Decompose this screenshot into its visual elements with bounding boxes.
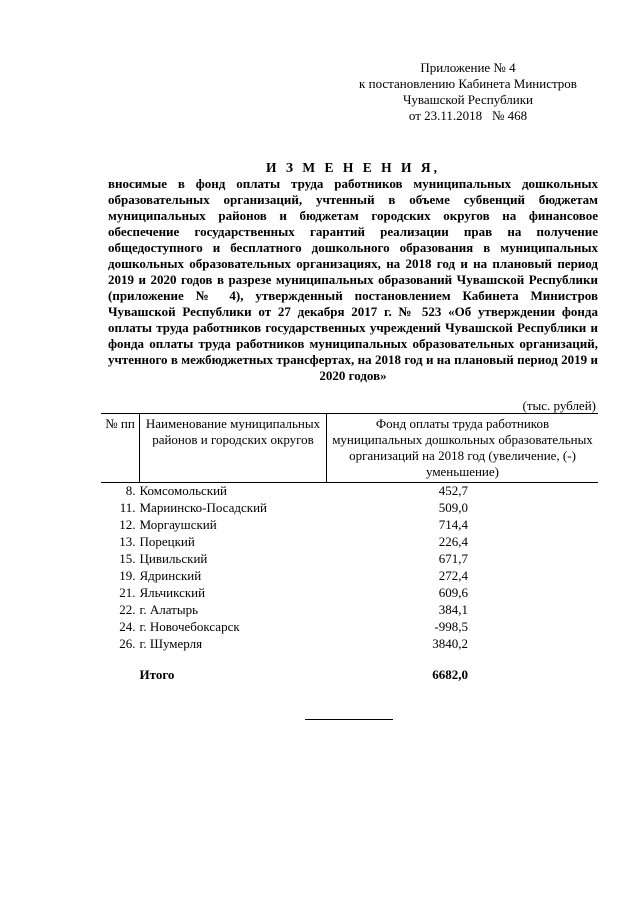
funding-table bbox=[101, 413, 598, 684]
row-value: 509,0 bbox=[438, 500, 468, 515]
table-row bbox=[101, 500, 598, 517]
row-value: 714,4 bbox=[438, 517, 468, 532]
row-name: Моргаушский bbox=[139, 517, 217, 532]
table-row bbox=[101, 483, 598, 501]
table-header-row bbox=[101, 414, 598, 483]
table-row bbox=[101, 534, 598, 551]
table-row bbox=[101, 619, 598, 636]
table-row bbox=[101, 517, 598, 534]
row-value: 272,4 bbox=[438, 568, 468, 583]
table-row bbox=[101, 551, 598, 568]
row-num: 26. bbox=[119, 636, 136, 651]
appendix-block bbox=[340, 60, 596, 124]
row-name: Порецкий bbox=[139, 534, 195, 549]
appendix-date-line bbox=[340, 108, 596, 124]
row-name: Яльчикский bbox=[139, 585, 206, 600]
row-value: 384,1 bbox=[438, 602, 468, 617]
table-row bbox=[101, 585, 598, 602]
appendix-republic: Чувашской Республики bbox=[402, 92, 534, 107]
document-title-body: вносимые в фонд оплаты труда работников муниципальных дошкольных образовательных организаций, учтенный в объеме субвенций бюджетам муниципальных районов и бюджетам городских округов на финансовое обеспечение государственных гарантий реализации прав на получение общедоступного и бесплатного дошкольного образования в муниципальных дошкольных образовательных организациях, на 2018 год и на плановый период 2019 и 2020 годов в разрезе муниципальных образований Чувашской Республики (приложение № 4), утвержденный постановлением Кабинета Министров Чувашской Республики от 27 декабря 2017 г. № 523 «Об утверждении фонда оплаты труда работников государственных учреждений Чувашской Республики и фонда оплаты труда работников муниципальных образовательных организаций, учтенного в межбюджетных трансфертах, на 2018 год и на плановый период 2019 и 2020 годов» bbox=[108, 176, 598, 383]
total-label: Итого bbox=[139, 667, 175, 682]
document-heading: И З М Е Н Е Н И Я, bbox=[265, 160, 440, 175]
appendix-date: от 23.11.2018 bbox=[408, 108, 483, 123]
total-row bbox=[101, 667, 598, 684]
row-num: 15. bbox=[119, 551, 136, 566]
row-name: Цивильский bbox=[139, 551, 208, 566]
end-divider bbox=[305, 719, 393, 720]
total-value: 6682,0 bbox=[432, 667, 468, 682]
row-name: Мариинско-Посадский bbox=[139, 500, 267, 515]
appendix-number: № 468 bbox=[491, 108, 528, 123]
row-value: -998,5 bbox=[434, 619, 468, 634]
row-value: 609,6 bbox=[438, 585, 468, 600]
table-row bbox=[101, 568, 598, 585]
row-name: Ядринский bbox=[139, 568, 202, 583]
row-name: г. Шумерля bbox=[139, 636, 203, 651]
row-num: 11. bbox=[119, 500, 136, 515]
row-num: 21. bbox=[119, 585, 136, 600]
row-value: 452,7 bbox=[438, 483, 468, 498]
table-row bbox=[101, 602, 598, 619]
header-name: Наименование муниципальных районов и городских округов bbox=[140, 414, 327, 483]
row-num: 13. bbox=[119, 534, 136, 549]
row-name: Комсомольский bbox=[139, 483, 227, 498]
row-num: 12. bbox=[119, 517, 136, 532]
header-fund: Фонд оплаты труда работников муниципальных дошкольных образовательных организаций на 2018 год (увеличение, (-) уменьшение) bbox=[327, 414, 599, 483]
row-name: г. Алатырь bbox=[139, 602, 199, 617]
header-num: № пп bbox=[101, 414, 140, 483]
row-value: 226,4 bbox=[438, 534, 468, 549]
table-row bbox=[101, 636, 598, 653]
row-num: 22. bbox=[119, 602, 136, 617]
row-value: 671,7 bbox=[438, 551, 468, 566]
row-num: 19. bbox=[119, 568, 136, 583]
row-value: 3840,2 bbox=[432, 636, 468, 651]
appendix-resolution: к постановлению Кабинета Министров bbox=[359, 76, 577, 91]
row-num: 24. bbox=[119, 619, 136, 634]
row-name: г. Новочебоксарск bbox=[139, 619, 240, 634]
units-label: (тыс. рублей) bbox=[522, 398, 596, 413]
appendix-title: Приложение № 4 bbox=[420, 60, 516, 75]
table-spacer bbox=[101, 653, 598, 667]
row-num: 8. bbox=[125, 483, 136, 498]
